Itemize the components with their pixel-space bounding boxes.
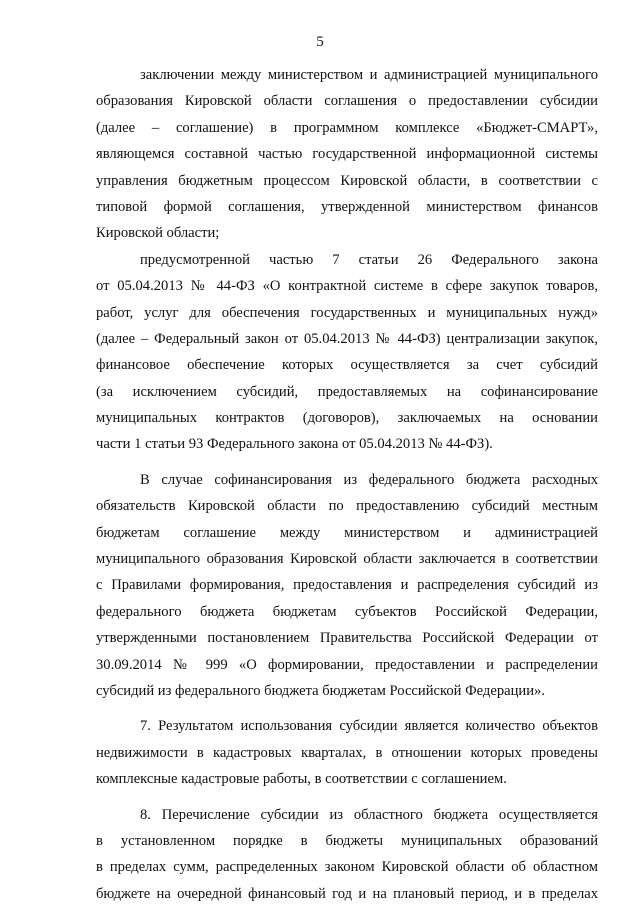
text-line: с Правилами формирования, предоставления и распределения субсидий из bbox=[96, 577, 598, 594]
text-line: Кировской области; bbox=[96, 225, 220, 242]
text-line: заключении между министерством и администрацией муниципального bbox=[140, 67, 598, 83]
text-line: 7. Результатом использования субсидии является количество объектов bbox=[140, 718, 598, 735]
text-line: бюджете на очередной финансовый год и на плановый период, и в пределах bbox=[96, 885, 598, 902]
text-line: части 1 статьи 93 Федерального закона от 05.04.2013 № 44-ФЗ). bbox=[96, 436, 493, 453]
text-line: (за исключением субсидий, предоставляемых на софинансирование bbox=[96, 383, 598, 400]
paragraph-gap bbox=[96, 458, 598, 467]
paragraph-item-7 bbox=[96, 713, 598, 792]
text-line: от 05.04.2013 № 44-ФЗ «О контрактной системе в сфере закупок товаров, bbox=[96, 278, 598, 295]
text-line: являющемся составной частью государственной информационной системы bbox=[96, 146, 598, 163]
document-body bbox=[96, 62, 598, 907]
text-line: комплексные кадастровые работы, в соответствии с соглашением. bbox=[96, 771, 507, 788]
text-line: финансовое обеспечение которых осуществляется за счет субсидий bbox=[96, 357, 598, 374]
text-line: бюджетам соглашение между министерством и администрацией bbox=[96, 524, 598, 541]
paragraph-procurement bbox=[96, 247, 598, 458]
text-line: 30.09.2014 № 999 «О формировании, предоставлении и распределении bbox=[96, 656, 598, 673]
text-line: (далее – соглашение) в программном комплексе «Бюджет-СМАРТ», bbox=[96, 119, 598, 136]
text-line: 8. Перечисление субсидии из областного бюджета осуществляется bbox=[140, 806, 598, 823]
text-line: предусмотренной частью 7 статьи 26 Федерального закона bbox=[140, 251, 598, 268]
text-line: образования Кировской области соглашения о предоставлении субсидии bbox=[96, 93, 598, 110]
text-line: в пределах сумм, распределенных законом Кировской области об областном bbox=[96, 859, 598, 876]
page-number: 5 bbox=[316, 34, 324, 50]
paragraph-item-8 bbox=[96, 802, 598, 907]
text-line: субсидий из федерального бюджета бюджетам Российской Федерации». bbox=[96, 682, 545, 699]
paragraph-federal-cofinancing bbox=[96, 467, 598, 705]
text-line: утвержденными постановлением Правительства Российской Федерации от bbox=[96, 630, 598, 647]
text-line: федерального бюджета бюджетам субъектов Российской Федерации, bbox=[96, 603, 598, 620]
paragraph-gap bbox=[96, 793, 598, 802]
text-line: управления бюджетным процессом Кировской области, в соответствии с bbox=[96, 172, 598, 189]
text-line: обязательств Кировской области по предоставлению субсидий местным bbox=[96, 498, 598, 515]
paragraph-gap bbox=[96, 704, 598, 713]
text-line: муниципального образования Кировской области заключается в соответствии bbox=[96, 551, 598, 568]
text-line: работ, услуг для обеспечения государственных и муниципальных нужд» bbox=[96, 304, 598, 321]
text-line: недвижимости в кадастровых кварталах, в отношении которых проведены bbox=[96, 744, 598, 761]
text-line: типовой формой соглашения, утвержденной министерством финансов bbox=[96, 198, 598, 215]
text-line: (далее – Федеральный закон от 05.04.2013 № 44-ФЗ) централизации закупок, bbox=[96, 330, 598, 347]
text-line: муниципальных контрактов (договоров), заключаемых на основании bbox=[96, 410, 598, 427]
paragraph-agreement bbox=[96, 62, 598, 247]
text-line: в установленном порядке в бюджеты муниципальных образований bbox=[96, 832, 598, 849]
text-line: В случае софинансирования из федерального бюджета расходных bbox=[140, 471, 598, 488]
